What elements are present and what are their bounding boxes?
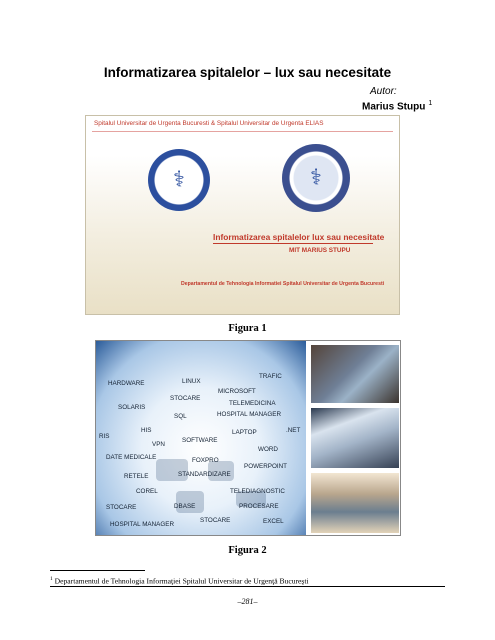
keyword: STOCARE <box>106 504 137 511</box>
keyword: STANDARDIZARE <box>178 471 231 478</box>
keyword: TELEMEDICINA <box>229 400 276 407</box>
author-name <box>362 100 432 112</box>
presentation-photo <box>310 344 400 404</box>
it-keywords-mosaic <box>96 341 306 536</box>
keyword: TELEDIAGNOSTIC <box>230 488 285 495</box>
figure-2-caption: Figura 2 <box>228 545 267 556</box>
keyword: .NET <box>286 427 301 434</box>
keyword: EXCEL <box>263 518 284 525</box>
emergency-hospital-logo <box>148 149 210 211</box>
caduceus-icon: ⚕ <box>310 165 322 191</box>
keyword: VPN <box>152 441 165 448</box>
slide-header-rule <box>92 131 393 132</box>
slide-title: Informatizarea spitalelor lux sau necesitate <box>213 232 385 242</box>
keyword: PROCESARE <box>239 503 279 510</box>
footnote-rule <box>50 570 145 571</box>
author-footnote-mark: 1 <box>428 100 433 107</box>
keyword: MICROSOFT <box>218 388 256 395</box>
keyword: RIS <box>99 433 110 440</box>
keyword: SOFTWARE <box>182 437 218 444</box>
keyword: HARDWARE <box>108 380 145 387</box>
page-rule <box>50 586 445 587</box>
author-label: Autor: <box>370 86 397 97</box>
keyword: COREL <box>136 488 158 495</box>
keyword: STOCARE <box>170 395 201 402</box>
slide-title-rule <box>213 243 373 244</box>
paper-title: Informatizarea spitalelor – lux sau necesitate <box>103 65 392 80</box>
slide-author: MIT MARIUS STUPU <box>289 247 351 254</box>
footnote-mark: 1 <box>50 576 53 582</box>
slide-department: Departamentul de Tehnologia Informatiei Spitalul Universitar de Urgenta Bucuresti <box>181 281 385 287</box>
keyword: LAPTOP <box>232 429 257 436</box>
author-name-text: Marius Stupu <box>362 101 426 113</box>
keyword: SQL <box>174 413 187 420</box>
keyword: RETELE <box>124 473 149 480</box>
figure-1-slide <box>85 115 400 315</box>
figure-1-caption: Figura 1 <box>228 323 267 334</box>
caduceus-icon: ⚕ <box>173 167 185 193</box>
slide-header: Spitalul Universitar de Urgenta Bucuresti & Spitalul Universitar de Urgenta ELIAS <box>94 120 324 127</box>
footnote-text: Departamentul de Tehnologia Informaţiei Spitalul Universitar de Urgenţă Bucureşti <box>54 576 309 586</box>
keyword: LINUX <box>182 378 201 385</box>
figure-2-collage <box>95 340 401 536</box>
computer-lab-photo <box>310 472 400 534</box>
keyword: WORD <box>258 446 278 453</box>
keyword: HOSPITAL MANAGER <box>110 521 175 528</box>
workstation-photo <box>310 407 400 469</box>
keyword: SOLARIS <box>118 404 146 411</box>
elias-hospital-logo <box>282 144 350 212</box>
keyword: STOCARE <box>200 517 231 524</box>
keyword: DBASE <box>174 503 196 510</box>
keyword: FOXPRO <box>192 457 219 464</box>
keyword: POWERPOINT <box>244 463 288 470</box>
keyword: HIS <box>141 427 152 434</box>
keyword: DATE MEDICALE <box>106 454 157 461</box>
footnote <box>50 576 309 586</box>
page-number: –281– <box>237 597 258 606</box>
keyword: TRAFIC <box>259 373 282 380</box>
keyword: HOSPITAL MANAGER <box>217 411 282 418</box>
